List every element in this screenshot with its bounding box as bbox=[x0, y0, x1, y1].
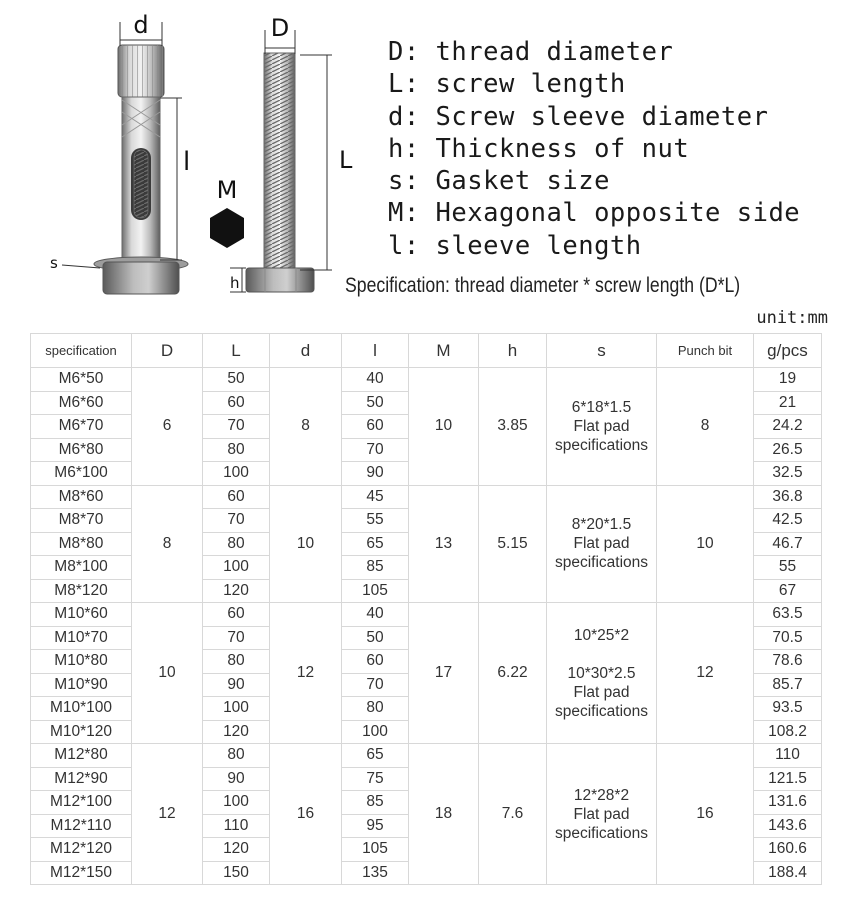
cell-specification: M6*80 bbox=[31, 438, 132, 462]
label-h: h bbox=[230, 274, 240, 292]
header-L: L bbox=[203, 334, 270, 368]
label-l: l bbox=[183, 147, 191, 177]
cell-specification: M6*60 bbox=[31, 391, 132, 415]
cell-L: 100 bbox=[203, 462, 270, 486]
cell-s-line bbox=[547, 645, 656, 664]
label-s: s bbox=[50, 254, 58, 272]
cell-weight: 188.4 bbox=[754, 861, 822, 885]
cell-weight: 63.5 bbox=[754, 603, 822, 627]
cell-d: 8 bbox=[270, 368, 342, 486]
cell-M: 10 bbox=[409, 368, 479, 486]
cell-L: 80 bbox=[203, 744, 270, 768]
cell-punch-bit: 16 bbox=[657, 744, 754, 885]
cell-L: 90 bbox=[203, 767, 270, 791]
cell-s-line: Flat pad bbox=[573, 683, 630, 701]
cell-h: 6.22 bbox=[479, 603, 547, 744]
cell-l: 60 bbox=[342, 415, 409, 439]
cell-specification: M12*150 bbox=[31, 861, 132, 885]
cell-weight: 21 bbox=[754, 391, 822, 415]
cell-l: 105 bbox=[342, 579, 409, 603]
cell-specification: M10*100 bbox=[31, 697, 132, 721]
cell-weight: 32.5 bbox=[754, 462, 822, 486]
label-D: D bbox=[270, 14, 290, 42]
cell-D: 8 bbox=[132, 485, 203, 603]
cell-weight: 110 bbox=[754, 744, 822, 768]
cell-s-line: specifications bbox=[554, 554, 649, 572]
cell-l: 90 bbox=[342, 462, 409, 486]
cell-specification: M8*80 bbox=[31, 532, 132, 556]
legend-item: M: Hexagonal opposite side bbox=[388, 198, 801, 229]
cell-L: 60 bbox=[203, 391, 270, 415]
cell-weight: 160.6 bbox=[754, 838, 822, 862]
cell-specification: M10*60 bbox=[31, 603, 132, 627]
cell-s-line: 8*20*1.5 bbox=[571, 516, 632, 534]
legend-item: s: Gasket size bbox=[388, 166, 610, 197]
cell-d: 10 bbox=[270, 485, 342, 603]
cell-s-line: Flat pad bbox=[573, 535, 630, 553]
cell-l: 85 bbox=[342, 791, 409, 815]
cell-l: 65 bbox=[342, 744, 409, 768]
cell-l: 70 bbox=[342, 438, 409, 462]
specification-note: Specification: thread diameter * screw length (D*L) bbox=[345, 274, 741, 297]
cell-specification: M10*120 bbox=[31, 720, 132, 744]
cell-weight: 26.5 bbox=[754, 438, 822, 462]
header-punch-bit: Punch bit bbox=[657, 334, 754, 368]
cell-s-line: 12*28*2 bbox=[573, 786, 630, 804]
cell-specification: M12*110 bbox=[31, 814, 132, 838]
label-d: d bbox=[133, 11, 149, 39]
cell-L: 120 bbox=[203, 579, 270, 603]
cell-s-line: 10*30*2.5 bbox=[567, 664, 636, 682]
table-header-row bbox=[31, 334, 822, 368]
cell-l: 95 bbox=[342, 814, 409, 838]
cell-weight: 55 bbox=[754, 556, 822, 580]
cell-l: 80 bbox=[342, 697, 409, 721]
cell-s-line: specifications bbox=[554, 436, 649, 454]
cell-D: 12 bbox=[132, 744, 203, 885]
legend-item: h: Thickness of nut bbox=[388, 133, 690, 164]
cell-specification: M12*100 bbox=[31, 791, 132, 815]
cell-s bbox=[547, 485, 657, 603]
cell-l: 135 bbox=[342, 861, 409, 885]
cell-weight: 85.7 bbox=[754, 673, 822, 697]
cell-l: 45 bbox=[342, 485, 409, 509]
cell-l: 65 bbox=[342, 532, 409, 556]
cell-l: 40 bbox=[342, 603, 409, 627]
cell-l: 40 bbox=[342, 368, 409, 392]
cell-specification: M10*80 bbox=[31, 650, 132, 674]
cell-specification: M6*70 bbox=[31, 415, 132, 439]
cell-h: 5.15 bbox=[479, 485, 547, 603]
cell-s bbox=[547, 368, 657, 486]
header-h: h bbox=[479, 334, 547, 368]
cell-L: 90 bbox=[203, 673, 270, 697]
header-specification: specification bbox=[31, 334, 132, 368]
legend-item: d: Screw sleeve diameter bbox=[388, 101, 769, 132]
cell-d: 16 bbox=[270, 744, 342, 885]
cell-M: 13 bbox=[409, 485, 479, 603]
header-l: l bbox=[342, 334, 409, 368]
cell-L: 100 bbox=[203, 556, 270, 580]
cell-L: 70 bbox=[203, 509, 270, 533]
specification-table bbox=[30, 333, 822, 885]
table-row bbox=[31, 368, 822, 392]
cell-l: 100 bbox=[342, 720, 409, 744]
cell-l: 75 bbox=[342, 767, 409, 791]
cell-weight: 46.7 bbox=[754, 532, 822, 556]
header-s: s bbox=[547, 334, 657, 368]
header-d: d bbox=[270, 334, 342, 368]
cell-L: 70 bbox=[203, 415, 270, 439]
cell-weight: 108.2 bbox=[754, 720, 822, 744]
legend-item: l: sleeve length bbox=[388, 230, 642, 261]
sleeve-anchor-drawing bbox=[94, 45, 191, 294]
hexagon-icon bbox=[210, 208, 244, 248]
cell-specification: M8*120 bbox=[31, 579, 132, 603]
label-M: M bbox=[216, 176, 238, 204]
cell-specification: M8*60 bbox=[31, 485, 132, 509]
cell-L: 100 bbox=[203, 791, 270, 815]
cell-weight: 143.6 bbox=[754, 814, 822, 838]
cell-weight: 67 bbox=[754, 579, 822, 603]
cell-specification: M8*100 bbox=[31, 556, 132, 580]
label-L: L bbox=[339, 146, 353, 174]
bolt-drawing bbox=[246, 53, 314, 292]
cell-L: 120 bbox=[203, 720, 270, 744]
cell-weight: 121.5 bbox=[754, 767, 822, 791]
cell-l: 70 bbox=[342, 673, 409, 697]
header-weight: g/pcs bbox=[754, 334, 822, 368]
cell-weight: 70.5 bbox=[754, 626, 822, 650]
cell-specification: M8*70 bbox=[31, 509, 132, 533]
cell-weight: 131.6 bbox=[754, 791, 822, 815]
table-row bbox=[31, 485, 822, 509]
unit-label: unit:mm bbox=[756, 308, 828, 328]
cell-s bbox=[547, 744, 657, 885]
cell-l: 50 bbox=[342, 391, 409, 415]
cell-weight: 93.5 bbox=[754, 697, 822, 721]
cell-h: 7.6 bbox=[479, 744, 547, 885]
cell-L: 60 bbox=[203, 485, 270, 509]
cell-l: 85 bbox=[342, 556, 409, 580]
cell-M: 17 bbox=[409, 603, 479, 744]
cell-L: 60 bbox=[203, 603, 270, 627]
cell-specification: M6*50 bbox=[31, 368, 132, 392]
cell-specification: M12*90 bbox=[31, 767, 132, 791]
cell-s-line: Flat pad bbox=[573, 805, 630, 823]
cell-s-line: Flat pad bbox=[573, 417, 630, 435]
cell-L: 50 bbox=[203, 368, 270, 392]
cell-l: 50 bbox=[342, 626, 409, 650]
header-D: D bbox=[132, 334, 203, 368]
cell-M: 18 bbox=[409, 744, 479, 885]
cell-h: 3.85 bbox=[479, 368, 547, 486]
cell-L: 120 bbox=[203, 838, 270, 862]
cell-L: 80 bbox=[203, 438, 270, 462]
cell-specification: M10*70 bbox=[31, 626, 132, 650]
cell-weight: 19 bbox=[754, 368, 822, 392]
cell-weight: 24.2 bbox=[754, 415, 822, 439]
cell-L: 80 bbox=[203, 532, 270, 556]
cell-l: 55 bbox=[342, 509, 409, 533]
cell-weight: 78.6 bbox=[754, 650, 822, 674]
cell-s-line: specifications bbox=[554, 824, 649, 842]
cell-s-line: 6*18*1.5 bbox=[571, 398, 632, 416]
table-row bbox=[31, 744, 822, 768]
cell-weight: 42.5 bbox=[754, 509, 822, 533]
cell-punch-bit: 8 bbox=[657, 368, 754, 486]
dimension-legend bbox=[388, 36, 800, 262]
header-M: M bbox=[409, 334, 479, 368]
cell-s-line: specifications bbox=[554, 702, 649, 720]
cell-l: 105 bbox=[342, 838, 409, 862]
cell-D: 6 bbox=[132, 368, 203, 486]
cell-specification: M12*80 bbox=[31, 744, 132, 768]
table-row bbox=[31, 603, 822, 627]
table-body bbox=[31, 368, 822, 885]
cell-s bbox=[547, 603, 657, 744]
cell-specification: M10*90 bbox=[31, 673, 132, 697]
cell-specification: M12*120 bbox=[31, 838, 132, 862]
cell-specification: M6*100 bbox=[31, 462, 132, 486]
cell-punch-bit: 12 bbox=[657, 603, 754, 744]
cell-L: 80 bbox=[203, 650, 270, 674]
cell-D: 10 bbox=[132, 603, 203, 744]
cell-s-line: 10*25*2 bbox=[573, 626, 630, 644]
legend-item: L: screw length bbox=[388, 69, 626, 100]
cell-weight: 36.8 bbox=[754, 485, 822, 509]
cell-L: 150 bbox=[203, 861, 270, 885]
cell-L: 110 bbox=[203, 814, 270, 838]
cell-d: 12 bbox=[270, 603, 342, 744]
legend-item: D: thread diameter bbox=[388, 37, 674, 67]
cell-l: 60 bbox=[342, 650, 409, 674]
cell-L: 100 bbox=[203, 697, 270, 721]
cell-punch-bit: 10 bbox=[657, 485, 754, 603]
cell-L: 70 bbox=[203, 626, 270, 650]
